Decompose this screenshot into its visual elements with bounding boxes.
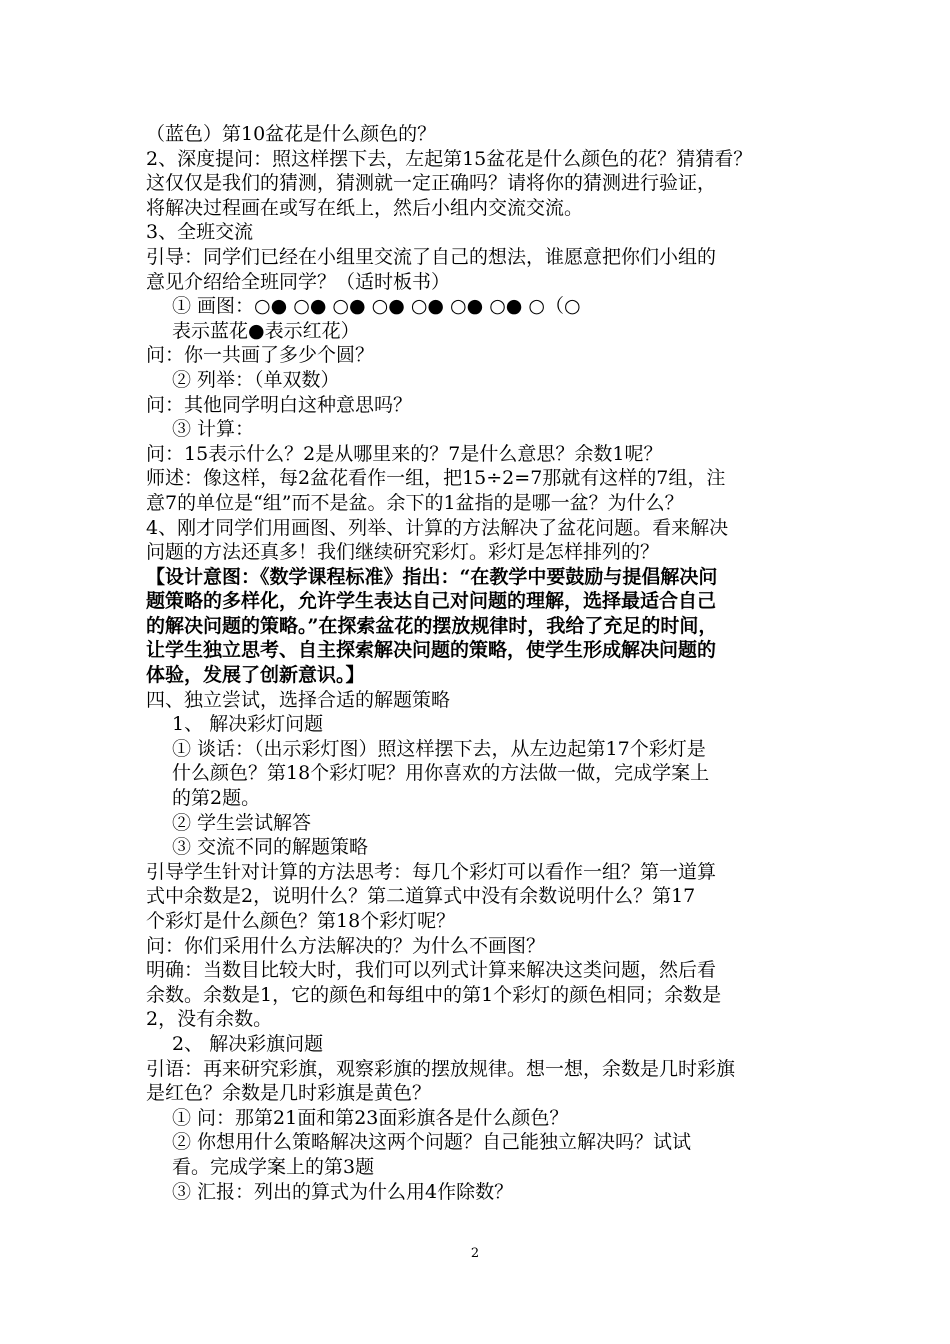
text-line: ① 画图：○● ○● ○● ○● ○● ○● ○● ○（○ bbox=[172, 295, 581, 318]
design-intent-line: 体验，发展了创新意识。】 bbox=[146, 664, 365, 687]
page-number: 2 bbox=[470, 1246, 480, 1261]
text-line: （蓝色）第10盆花是什么颜色的？ bbox=[146, 123, 437, 145]
text-line: 4、刚才同学们用画图、列举、计算的方法解决了盆花问题。看来解决 bbox=[146, 516, 729, 539]
text-line: 2，没有余数。 bbox=[146, 1008, 273, 1031]
text-line: 引导：同学们已经在小组里交流了自己的想法，谁愿意把你们小组的 bbox=[146, 245, 717, 268]
text-line: 问：你一共画了多少个圆？ bbox=[146, 344, 375, 367]
text-line: ③ 汇报：列出的算式为什么用4作除数？ bbox=[172, 1180, 514, 1203]
design-intent-line: 让学生独立思考、自主探索解决问题的策略，使学生形成解决问题的 bbox=[146, 639, 717, 662]
text-line: 意7的单位是“组”而不是盆。余下的1盆指的是哪一盆？为什么？ bbox=[146, 491, 684, 514]
text-line: ① 问：那第21面和第23面彩旗各是什么颜色？ bbox=[172, 1106, 569, 1129]
text-line: 2、 解决彩旗问题 bbox=[172, 1032, 324, 1055]
text-line: 意见介绍给全班同学？（适时板书） bbox=[146, 270, 451, 293]
text-line: 将解决过程画在或写在纸上，然后小组内交流交流。 bbox=[146, 196, 584, 219]
text-line: ③ 计算： bbox=[172, 418, 255, 441]
text-line: 余数。余数是1，它的颜色和每组中的第1个彩灯的颜色相同；余数是 bbox=[146, 983, 722, 1006]
text-line: 3、全班交流 bbox=[146, 221, 254, 244]
text-line: 的第2题。 bbox=[172, 787, 261, 810]
text-line: 问：你们采用什么方法解决的？为什么不画图？ bbox=[146, 934, 546, 957]
text-line: ③ 交流不同的解题策略 bbox=[172, 836, 369, 859]
text-line: 问：其他同学明白这种意思吗？ bbox=[146, 393, 413, 416]
text-line: 是红色？余数是几时彩旗是黄色？ bbox=[146, 1082, 432, 1105]
text-line: ② 学生尝试解答 bbox=[172, 811, 312, 834]
text-line: 个彩灯是什么颜色？第18个彩灯呢？ bbox=[146, 910, 456, 932]
text-line: 引导学生针对计算的方法思考：每几个彩灯可以看作一组？第一道算 bbox=[146, 860, 717, 883]
text-line: ① 谈话：（出示彩灯图）照这样摆下去，从左边起第17个彩灯是 bbox=[172, 737, 706, 760]
text-line: 四、独立尝试，选择合适的解题策略 bbox=[146, 688, 451, 711]
text-line: 这仅仅是我们的猜测，猜测就一定正确吗？请将你的猜测进行验证， bbox=[146, 172, 717, 195]
design-intent-line: 的解决问题的策略。”在探索盆花的摆放规律时，我给了充足的时间， bbox=[146, 614, 718, 637]
text-line: 看。完成学案上的第3题 bbox=[172, 1155, 375, 1178]
text-line: ② 你想用什么策略解决这两个问题？自己能独立解决吗？试试 bbox=[172, 1131, 692, 1154]
design-intent-line: 题策略的多样化，允许学生表达自己对问题的理解，选择最适合自己 bbox=[146, 590, 717, 613]
text-line: 表示蓝花●表示红花） bbox=[172, 319, 360, 342]
text-line: 2、深度提问：照这样摆下去，左起第15盆花是什么颜色的花？猜猜看？ bbox=[146, 147, 753, 170]
text-line: ② 列举：（单双数） bbox=[172, 368, 340, 391]
text-line: 师述：像这样，每2盆花看作一组，把15÷2=7那就有这样的7组，注 bbox=[146, 467, 726, 490]
document-body bbox=[146, 122, 818, 1204]
text-line: 什么颜色？第18个彩灯呢？用你喜欢的方法做一做，完成学案上 bbox=[172, 762, 710, 785]
design-intent-line: 【设计意图：《数学课程标准》指出：“在教学中要鼓励与提倡解决问 bbox=[146, 565, 718, 588]
text-line: 引语：再来研究彩旗，观察彩旗的摆放规律。想一想，余数是几时彩旗 bbox=[146, 1057, 736, 1080]
text-line: 1、 解决彩灯问题 bbox=[172, 713, 324, 736]
text-line: 式中余数是2，说明什么？第二道算式中没有余数说明什么？第17 bbox=[146, 885, 696, 908]
text-line: 明确：当数目比较大时，我们可以列式计算来解决这类问题，然后看 bbox=[146, 959, 717, 982]
text-line: 问题的方法还真多！我们继续研究彩灯。彩灯是怎样排列的？ bbox=[146, 541, 660, 564]
text-line: 问：15表示什么？2是从哪里来的？7是什么意思？余数1呢？ bbox=[146, 442, 663, 465]
